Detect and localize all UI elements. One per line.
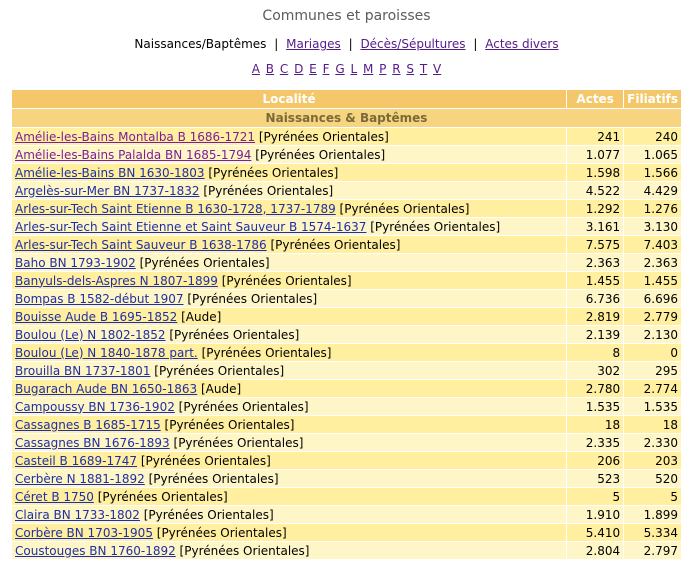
department-label: [Pyrénées Orientales]	[197, 345, 332, 360]
alphabet-index	[0, 56, 693, 84]
locality-link[interactable]: Arles-sur-Tech Saint Sauveur B 1638-1786	[15, 237, 267, 252]
acts-count: 1.535	[567, 398, 623, 415]
department-label: [Pyrénées Orientales]	[93, 489, 228, 504]
locality-cell	[12, 146, 566, 163]
locality-link[interactable]: Boulou (Le) N 1840-1878 part.	[15, 345, 198, 360]
locality-cell	[12, 524, 566, 541]
department-label: [Pyrénées Orientales]	[251, 147, 386, 162]
acts-count: 5	[567, 488, 623, 505]
table-row	[12, 344, 681, 361]
filiatifs-count: 0	[624, 344, 681, 361]
alpha-link-r[interactable]: R	[392, 62, 401, 76]
table-row	[12, 290, 681, 307]
locality-cell	[12, 470, 566, 487]
page-title: Communes et paroisses	[262, 8, 431, 24]
alpha-link-a[interactable]: A	[251, 62, 260, 76]
alpha-link-d[interactable]: D	[294, 62, 304, 76]
tab-naissances-current: Naissances/Baptêmes	[134, 37, 267, 51]
acts-count: 4.522	[567, 182, 623, 199]
acts-count: 6.736	[567, 290, 623, 307]
acts-count: 18	[567, 416, 623, 433]
department-label: [Pyrénées Orientales]	[152, 525, 287, 540]
filiatifs-count: 2.363	[624, 254, 681, 271]
locality-cell	[12, 218, 566, 235]
locality-cell	[12, 416, 566, 433]
department-label: [Pyrénées Orientales]	[183, 291, 318, 306]
header-localite: Localité	[12, 90, 566, 108]
locality-cell	[12, 380, 566, 397]
department-label: [Pyrénées Orientales]	[160, 417, 295, 432]
locality-link[interactable]: Bompas B 1582-début 1907	[15, 291, 184, 306]
locality-link[interactable]: Amélie-les-Bains Palalda BN 1685-1794	[15, 147, 252, 162]
locality-link[interactable]: Cassagnes B 1685-1715	[15, 417, 161, 432]
alpha-link-f[interactable]: F	[322, 62, 330, 76]
locality-link[interactable]: Banyuls-dels-Aspres N 1807-1899	[15, 273, 218, 288]
department-label: [Pyrénées Orientales]	[135, 255, 270, 270]
filiatifs-count: 18	[624, 416, 681, 433]
alpha-link-t[interactable]: T	[419, 62, 428, 76]
locality-cell	[12, 488, 566, 505]
filiatifs-count: 203	[624, 452, 681, 469]
alpha-link-c[interactable]: C	[279, 62, 289, 76]
filiatifs-count: 1.065	[624, 146, 681, 163]
department-label: [Pyrénées Orientales]	[335, 201, 470, 216]
filiatifs-count: 3.130	[624, 218, 681, 235]
record-type-tabs	[0, 30, 693, 56]
header-actes: Actes	[567, 90, 623, 108]
locality-link[interactable]: Brouilla BN 1737-1801	[15, 363, 151, 378]
results-table	[11, 89, 682, 560]
table-row	[12, 380, 681, 397]
acts-count: 1.910	[567, 506, 623, 523]
locality-link[interactable]: Campoussy BN 1736-1902	[15, 399, 175, 414]
department-label: [Pyrénées Orientales]	[204, 165, 339, 180]
department-label: [Pyrénées Orientales]	[139, 507, 274, 522]
table-row	[12, 416, 681, 433]
department-label: [Pyrénées Orientales]	[266, 237, 401, 252]
locality-cell	[12, 452, 566, 469]
locality-link[interactable]: Amélie-les-Bains Montalba B 1686-1721	[15, 129, 256, 144]
filiatifs-count: 1.566	[624, 164, 681, 181]
department-label: [Pyrénées Orientales]	[174, 399, 309, 414]
filiatifs-count: 520	[624, 470, 681, 487]
table-row	[12, 146, 681, 163]
locality-cell	[12, 506, 566, 523]
department-label: [Aude]	[197, 381, 242, 396]
locality-cell	[12, 164, 566, 181]
acts-count: 523	[567, 470, 623, 487]
table-row	[12, 164, 681, 181]
locality-link[interactable]: Claira BN 1733-1802	[15, 507, 140, 522]
filiatifs-count: 240	[624, 128, 681, 145]
section-row	[12, 109, 681, 127]
locality-cell	[12, 272, 566, 289]
locality-link[interactable]: Amélie-les-Bains BN 1630-1803	[15, 165, 205, 180]
filiatifs-count: 2.130	[624, 326, 681, 343]
table-row	[12, 182, 681, 199]
table-row	[12, 254, 681, 271]
table-row	[12, 326, 681, 343]
filiatifs-count: 1.899	[624, 506, 681, 523]
locality-link[interactable]: Cerbère N 1881-1892	[15, 471, 145, 486]
alpha-link-v[interactable]: V	[433, 62, 442, 76]
locality-link[interactable]: Arles-sur-Tech Saint Etienne et Saint Sauveur B 1574-1637	[15, 219, 367, 234]
tab-mariages[interactable]: Mariages	[286, 37, 341, 51]
locality-link[interactable]: Casteil B 1689-1747	[15, 453, 138, 468]
acts-count: 7.575	[567, 236, 623, 253]
table-row	[12, 524, 681, 541]
table-row	[12, 398, 681, 415]
alpha-link-s[interactable]: S	[406, 62, 415, 76]
table-row	[12, 470, 681, 487]
filiatifs-count: 6.696	[624, 290, 681, 307]
header-filiatifs: Filiatifs	[624, 90, 681, 108]
locality-cell	[12, 542, 566, 559]
acts-count: 2.780	[567, 380, 623, 397]
section-title: Naissances & Baptêmes	[12, 109, 681, 127]
table-row	[12, 236, 681, 253]
locality-link[interactable]: Coustouges BN 1760-1892	[15, 543, 176, 558]
acts-count: 2.363	[567, 254, 623, 271]
locality-cell	[12, 290, 566, 307]
locality-cell	[12, 128, 566, 145]
tab-separator: |	[274, 37, 279, 51]
locality-cell	[12, 308, 566, 325]
locality-link[interactable]: Bugarach Aude BN 1650-1863	[15, 381, 198, 396]
department-label: [Pyrénées Orientales]	[137, 453, 271, 468]
table-row	[12, 452, 681, 469]
locality-link[interactable]: Boulou (Le) N 1802-1852	[15, 327, 166, 342]
acts-count: 1.598	[567, 164, 623, 181]
locality-cell	[12, 254, 566, 271]
locality-cell	[12, 182, 566, 199]
table-row	[12, 488, 681, 505]
filiatifs-count: 4.429	[624, 182, 681, 199]
department-label: [Aude]	[177, 309, 222, 324]
locality-cell	[12, 344, 566, 361]
filiatifs-count: 2.797	[624, 542, 681, 559]
locality-link[interactable]: Argelès-sur-Mer BN 1737-1832	[15, 183, 200, 198]
acts-count: 1.077	[567, 146, 623, 163]
acts-count: 2.819	[567, 308, 623, 325]
filiatifs-count: 2.774	[624, 380, 681, 397]
acts-count: 3.161	[567, 218, 623, 235]
tab-separator: |	[348, 37, 353, 51]
acts-count: 302	[567, 362, 623, 379]
locality-link[interactable]: Baho BN 1793-1902	[15, 255, 136, 270]
alpha-link-m[interactable]: M	[362, 62, 374, 76]
acts-count: 241	[567, 128, 623, 145]
acts-count: 2.335	[567, 434, 623, 451]
department-label: [Pyrénées Orientales]	[175, 543, 310, 558]
locality-cell	[12, 236, 566, 253]
acts-count: 5.410	[567, 524, 623, 541]
locality-link[interactable]: Cassagnes BN 1676-1893	[15, 435, 170, 450]
table-row	[12, 218, 681, 235]
alpha-link-e[interactable]: E	[309, 62, 317, 76]
filiatifs-count: 295	[624, 362, 681, 379]
department-label: [Pyrénées Orientales]	[169, 435, 304, 450]
locality-cell	[12, 362, 566, 379]
acts-count: 8	[567, 344, 623, 361]
filiatifs-count: 2.779	[624, 308, 681, 325]
alpha-link-p[interactable]: P	[379, 62, 387, 76]
table-header-row	[12, 90, 681, 108]
table-row	[12, 308, 681, 325]
locality-link[interactable]: Corbère BN 1703-1905	[15, 525, 153, 540]
acts-count: 206	[567, 452, 623, 469]
department-label: [Pyrénées Orientales]	[165, 327, 300, 342]
alpha-link-b[interactable]: B	[265, 62, 275, 76]
department-label: [Pyrénées Orientales]	[199, 183, 334, 198]
acts-count: 1.455	[567, 272, 623, 289]
department-label: [Pyrénées Orientales]	[217, 273, 352, 288]
table-row	[12, 434, 681, 451]
table-row	[12, 272, 681, 289]
acts-count: 2.139	[567, 326, 623, 343]
locality-cell	[12, 398, 566, 415]
tab-separator: |	[473, 37, 478, 51]
filiatifs-count: 5	[624, 488, 681, 505]
locality-cell	[12, 434, 566, 451]
filiatifs-count: 1.535	[624, 398, 681, 415]
filiatifs-count: 1.455	[624, 272, 681, 289]
locality-link[interactable]: Céret B 1750	[15, 489, 94, 504]
tab-deces-sepultures[interactable]: Décès/Sépultures	[360, 37, 466, 51]
filiatifs-count: 5.334	[624, 524, 681, 541]
department-label: [Pyrénées Orientales]	[150, 363, 285, 378]
filiatifs-count: 7.403	[624, 236, 681, 253]
department-label: [Pyrénées Orientales]	[144, 471, 279, 486]
department-label: [Pyrénées Orientales]	[366, 219, 501, 234]
locality-link[interactable]: Arles-sur-Tech Saint Etienne B 1630-1728, 1737-1789	[15, 201, 336, 216]
filiatifs-count: 1.276	[624, 200, 681, 217]
table-row	[12, 506, 681, 523]
locality-link[interactable]: Bouisse Aude B 1695-1852	[15, 309, 178, 324]
filiatifs-count: 2.330	[624, 434, 681, 451]
department-label: [Pyrénées Orientales]	[255, 129, 389, 144]
table-row	[12, 200, 681, 217]
tab-actes-divers[interactable]: Actes divers	[485, 37, 559, 51]
acts-count: 1.292	[567, 200, 623, 217]
table-row	[12, 362, 681, 379]
acts-count: 2.804	[567, 542, 623, 559]
locality-cell	[12, 326, 566, 343]
alpha-link-g[interactable]: G	[335, 62, 345, 76]
table-row	[12, 128, 681, 145]
table-row	[12, 542, 681, 559]
locality-cell	[12, 200, 566, 217]
alpha-link-l[interactable]: L	[350, 62, 358, 76]
